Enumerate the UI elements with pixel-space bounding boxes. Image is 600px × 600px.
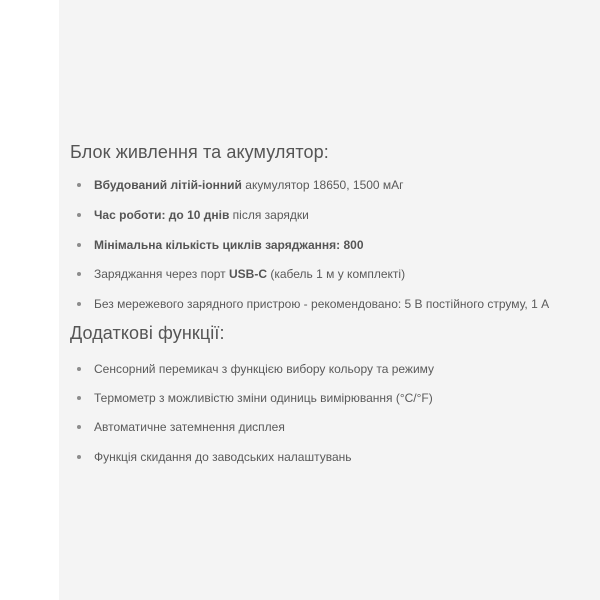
section-heading-power: Блок живлення та акумулятор: xyxy=(70,142,329,162)
spec-item-charge-cycles: Мінімальна кількість циклів заряджання: 800 xyxy=(94,238,364,252)
feature-item-factory-reset: Функція скидання до заводських налаштувань xyxy=(94,450,352,464)
feature-item-auto-dim: Автоматичне затемнення дисплея xyxy=(94,420,285,434)
feature-item-thermometer: Термометр з можливістю зміни одиниць вимірювання (°C/°F) xyxy=(94,391,433,405)
spec-item-usb-c: Заряджання через порт USB-C (кабель 1 м у комплекті) xyxy=(94,267,406,281)
spec-item-battery: Вбудований літій-іонний акумулятор 18650, 1500 мАг xyxy=(94,178,404,192)
spec-item-runtime: Час роботи: до 10 днів після зарядки xyxy=(94,208,309,222)
feature-item-touch-switch: Сенсорний перемикач з функцією вибору кольору та режиму xyxy=(94,362,435,376)
spec-item-charger: Без мережевого зарядного пристрою - рекомендовано: 5 В постійного струму, 1 А xyxy=(94,297,550,311)
section-heading-extra: Додаткові функції: xyxy=(70,323,225,343)
